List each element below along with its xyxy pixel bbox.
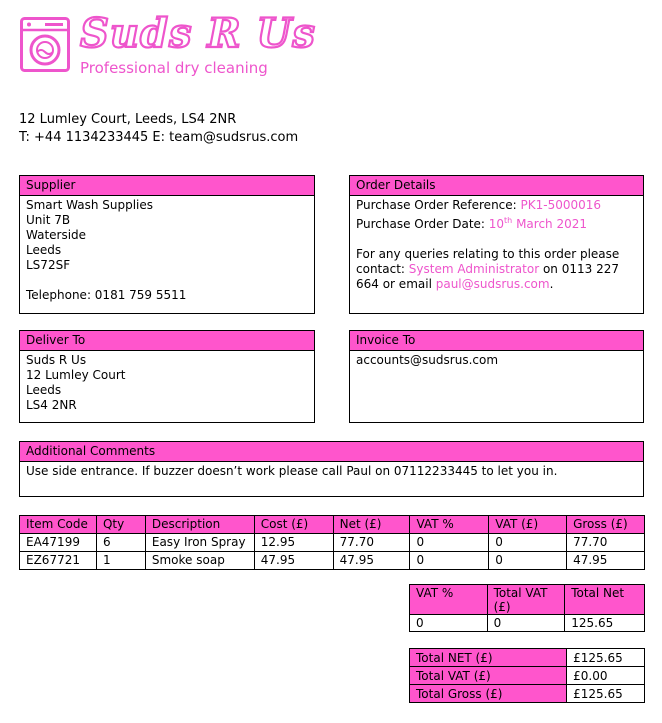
column-header: VAT % [410,585,488,615]
supplier-line: LS72SF [26,258,71,272]
po-reference-value: PK1-5000016 [520,198,602,212]
query-contact-text: For any queries relating to this order please contact: System Administrator on 0113 227 664 or email paul@sudsrus.com. [356,247,620,291]
supplier-line: Unit 7B [26,213,71,227]
item-gross: 47.95 [567,552,645,570]
deliver-to-box [19,330,315,423]
po-date-value: 10th March 2021 [488,216,588,231]
total-vat: 0 [487,615,565,632]
item-description: Easy Iron Spray [145,534,254,552]
additional-comments-title: Additional Comments [20,442,643,462]
invoice-to-box [349,330,644,423]
total-value: £0.00 [567,667,645,685]
contact-email-link[interactable]: paul@sudsrus.com [435,277,550,291]
item-qty: 6 [96,534,145,552]
column-header: Qty [96,516,145,534]
comments-text: Use side entrance. If buzzer doesn’t work please call Paul on 07112233445 to let you in. [26,464,558,478]
items-table [19,515,645,570]
total-label: Total VAT (£) [410,667,567,685]
total-value: £125.65 [567,649,645,667]
po-date: Purchase Order Date: 10th March 2021 [356,216,588,231]
item-vat-percent: 0 [410,534,489,552]
item-net: 77.70 [333,534,410,552]
item-gross: 77.70 [567,534,645,552]
item-code: EZ67721 [20,552,97,570]
order-details-title: Order Details [350,176,643,196]
invoice-email: accounts@sudsrus.com [356,353,499,367]
totals-row [410,685,645,703]
supplier-telephone: Telephone: 0181 759 5511 [26,288,187,302]
totals-row [410,667,645,685]
item-net: 47.95 [333,552,410,570]
column-header: Net (£) [333,516,410,534]
brand-name: Suds R Us [80,10,316,57]
total-label: Total Gross (£) [410,685,567,703]
table-row [20,534,645,552]
additional-comments-box [19,441,644,497]
brand-tagline: Professional dry cleaning [80,59,268,77]
table-row [20,552,645,570]
supplier-title: Supplier [20,176,314,196]
vat-summary-header-row [410,585,645,615]
column-header: Total VAT (£) [487,585,565,615]
deliver-line: LS4 2NR [26,398,77,412]
supplier-line: Smart Wash Supplies [26,198,153,212]
totals-row [410,649,645,667]
invoice-to-title: Invoice To [350,331,643,351]
table-row [410,615,645,632]
item-cost: 47.95 [254,552,333,570]
deliver-line: 12 Lumley Court [26,368,126,382]
vat-percent: 0 [410,615,488,632]
vat-summary-table [409,584,645,632]
supplier-line: Leeds [26,243,62,257]
deliver-line: Leeds [26,383,62,397]
item-code: EA47199 [20,534,97,552]
item-vat-percent: 0 [410,552,489,570]
address-line: 12 Lumley Court, Leeds, LS4 2NR [19,112,237,127]
contact-name-link[interactable]: System Administrator [408,262,540,276]
item-qty: 1 [96,552,145,570]
company-address [19,111,298,147]
column-header: Description [145,516,254,534]
column-header: Item Code [20,516,97,534]
washing-machine-icon [20,17,70,72]
item-cost: 12.95 [254,534,333,552]
column-header: VAT (£) [489,516,567,534]
total-value: £125.65 [567,685,645,703]
column-header: VAT % [410,516,489,534]
items-header-row [20,516,645,534]
column-header: Cost (£) [254,516,333,534]
item-vat: 0 [489,534,567,552]
order-details-box [349,175,644,314]
deliver-line: Suds R Us [26,353,87,367]
total-label: Total NET (£) [410,649,567,667]
supplier-box [19,175,315,314]
contact-line: T: +44 1134233445 E: team@sudsrus.com [19,130,299,145]
item-description: Smoke soap [145,552,254,570]
totals-table [409,648,645,703]
deliver-to-title: Deliver To [20,331,314,351]
column-header: Total Net [565,585,645,615]
column-header: Gross (£) [567,516,645,534]
po-reference: Purchase Order Reference: PK1-5000016 [356,198,602,212]
supplier-line: Waterside [26,228,87,242]
total-net: 125.65 [565,615,645,632]
item-vat: 0 [489,552,567,570]
